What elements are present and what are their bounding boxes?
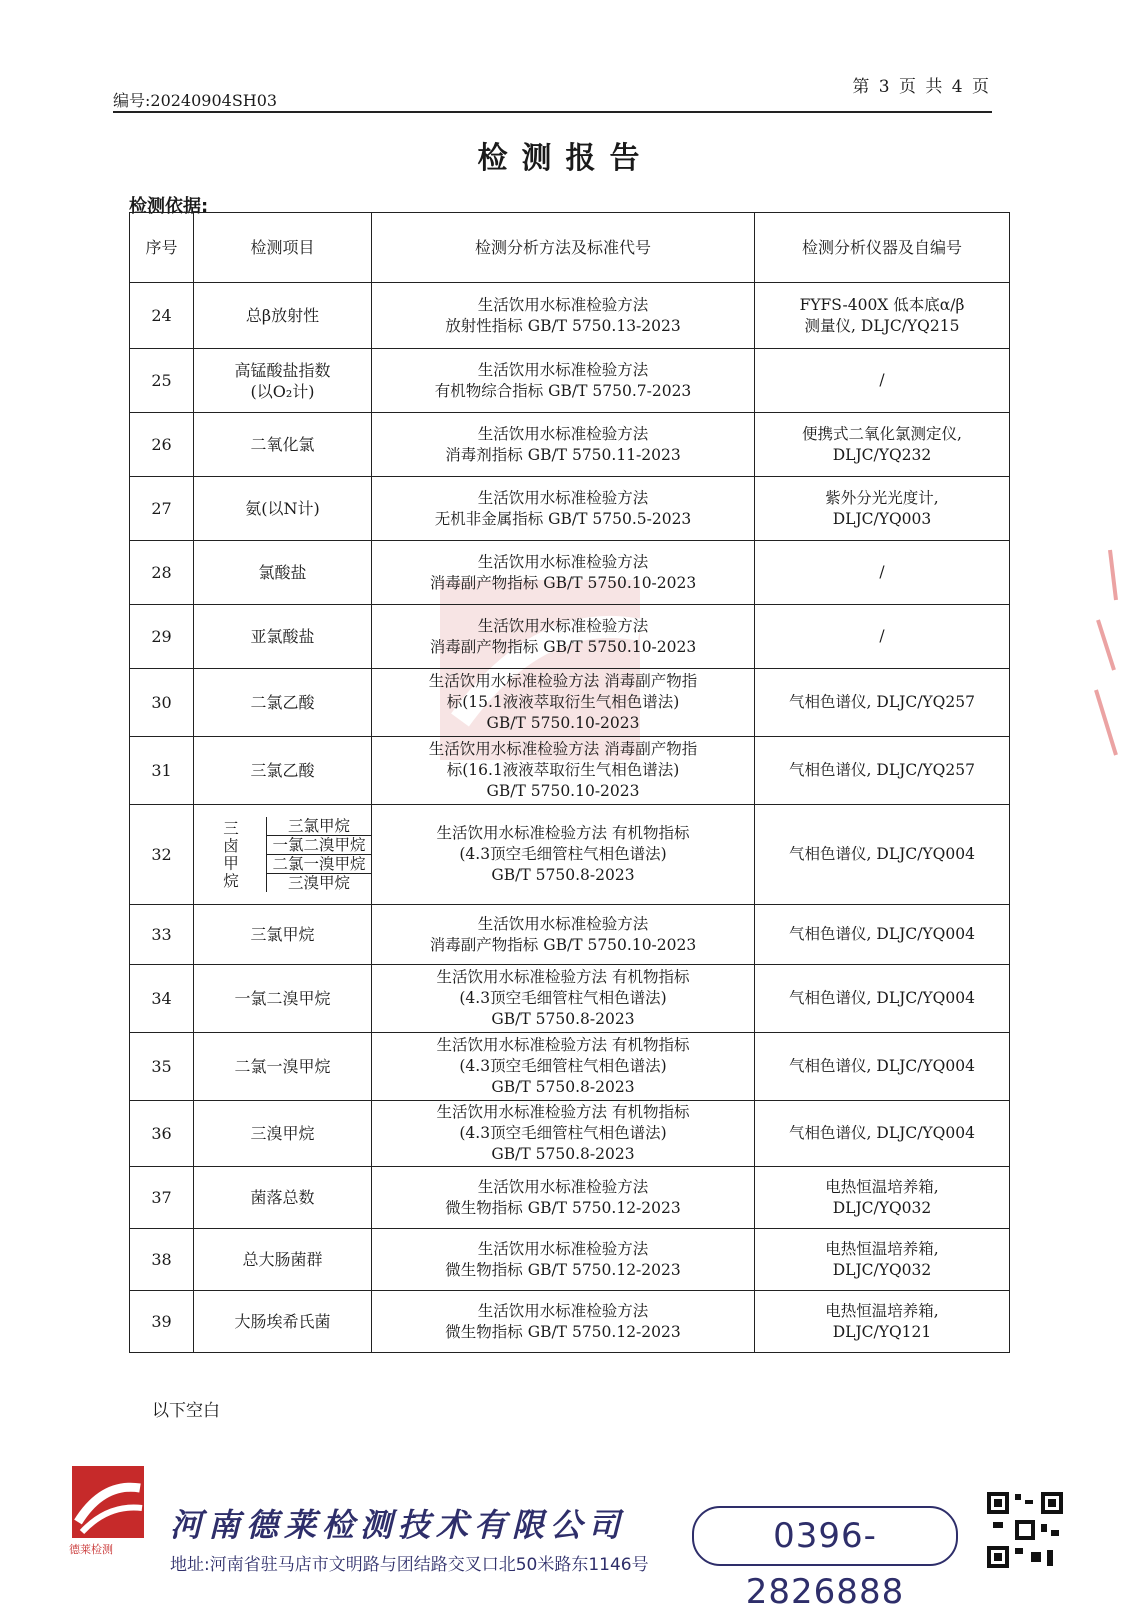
cell-line: 生活饮用水标准检验方法 有机物指标: [436, 1036, 690, 1054]
cell-method: [372, 965, 755, 1033]
item-name: 菌落总数: [250, 1188, 315, 1207]
cell-line: 气相色谱仪, DLJC/YQ004: [789, 1124, 975, 1142]
cell-line: (4.3顶空毛细管柱气相色谱法): [459, 845, 667, 863]
cell-method: [372, 737, 755, 805]
cell-no: 24: [130, 283, 194, 349]
cell-instrument: [755, 605, 1010, 669]
cell-line: 测量仪, DLJC/YQ215: [804, 316, 960, 335]
cell-item: [194, 965, 372, 1033]
cell-line: DLJC/YQ232: [832, 445, 932, 464]
qr-code-icon: [985, 1490, 1065, 1570]
cell-line: 生活饮用水标准检验方法 消毒副产物指: [428, 740, 698, 758]
group-name: 三卤甲烷: [221, 819, 239, 890]
cell-line: GB/T 5750.8-2023: [491, 1078, 635, 1096]
cell-item: [194, 477, 372, 541]
item-name: 三氯甲烷: [250, 925, 315, 944]
cell-line: 无机非金属指标 GB/T 5750.5-2023: [434, 509, 692, 528]
cell-line: 气相色谱仪, DLJC/YQ004: [789, 925, 975, 943]
cell-line: 消毒副产物指标 GB/T 5750.10-2023: [429, 637, 697, 656]
cell-line: DLJC/YQ032: [832, 1198, 932, 1217]
cell-line: 生活饮用水标准检验方法: [477, 1301, 649, 1320]
cell-line: 微生物指标 GB/T 5750.12-2023: [445, 1260, 681, 1279]
cell-line: 标(15.1液液萃取衍生气相色谱法): [446, 693, 680, 711]
basis-label: 检测依据:: [129, 196, 209, 217]
sub-item: 三氯甲烷: [267, 817, 372, 836]
cell-method: [372, 477, 755, 541]
cell-line: 有机物综合指标 GB/T 5750.7-2023: [434, 381, 692, 400]
cell-instrument: [755, 283, 1010, 349]
item-name: 三氯乙酸: [250, 761, 315, 780]
cell-line: 放射性指标 GB/T 5750.13-2023: [445, 316, 681, 335]
cell-item: [194, 283, 372, 349]
cell-line: /: [879, 563, 885, 581]
group-label: [194, 817, 267, 892]
cell-line: GB/T 5750.10-2023: [486, 714, 640, 732]
cell-instrument: [755, 669, 1010, 737]
cell-method: [372, 605, 755, 669]
cell-instrument: [755, 413, 1010, 477]
cell-line: (4.3顶空毛细管柱气相色谱法): [459, 989, 667, 1007]
item-name: 二氯乙酸: [250, 693, 315, 712]
basis-table: [129, 212, 1010, 1353]
cell-line: 生活饮用水标准检验方法: [477, 295, 649, 314]
company-name: 河南德莱检测技术有限公司: [170, 1506, 627, 1544]
cell-line: 电热恒温培养箱,: [825, 1177, 939, 1196]
sub-item: 一氯二溴甲烷: [267, 836, 372, 855]
item-name: 大肠埃希氏菌: [234, 1312, 331, 1331]
cell-item: [194, 805, 372, 905]
item-name: 二氯一溴甲烷: [234, 1057, 331, 1076]
cell-no: 26: [130, 413, 194, 477]
cell-item: [194, 1229, 372, 1291]
cell-no: 32: [130, 805, 194, 905]
company-address: 地址:河南省驻马店市文明路与团结路交叉口北50米路东1146号: [170, 1555, 649, 1575]
table-row: [130, 905, 1010, 965]
cell-item: [194, 669, 372, 737]
table-row: [130, 1291, 1010, 1353]
cell-line: DLJC/YQ032: [832, 1260, 932, 1279]
table-row: [130, 477, 1010, 541]
item-name-note: (以O₂计): [250, 381, 315, 401]
cell-instrument: [755, 1229, 1010, 1291]
cell-line: 生活饮用水标准检验方法: [477, 1177, 649, 1196]
cell-line: 气相色谱仪, DLJC/YQ004: [789, 1057, 975, 1075]
cell-line: 生活饮用水标准检验方法 有机物指标: [436, 824, 690, 842]
trihalomethane-subtable: [194, 817, 371, 892]
cell-line: FYFS-400X 低本底α/β: [799, 295, 965, 314]
cell-item: [194, 905, 372, 965]
cell-no: 36: [130, 1101, 194, 1167]
company-phone: 0396-2826888: [692, 1506, 958, 1566]
cell-method: [372, 413, 755, 477]
sub-item: 二氯一溴甲烷: [267, 855, 372, 874]
cell-no: 37: [130, 1167, 194, 1229]
cell-line: 生活饮用水标准检验方法 消毒副产物指: [428, 672, 698, 690]
cell-line: 生活饮用水标准检验方法: [477, 488, 649, 507]
table-row: [130, 1033, 1010, 1101]
cell-line: 电热恒温培养箱,: [825, 1239, 939, 1258]
cell-item: [194, 1291, 372, 1353]
cell-line: /: [879, 627, 885, 645]
table-row: [130, 805, 1010, 905]
cell-line: GB/T 5750.8-2023: [491, 866, 635, 884]
cell-method: [372, 541, 755, 605]
cell-line: 生活饮用水标准检验方法 有机物指标: [436, 1103, 690, 1121]
item-name: 一氯二溴甲烷: [234, 989, 331, 1008]
header-divider: [113, 111, 992, 113]
header-method: 检测分析方法及标准代号: [372, 213, 755, 283]
table-row: [130, 669, 1010, 737]
cell-item: [194, 605, 372, 669]
cell-item: [194, 1033, 372, 1101]
cell-instrument: [755, 541, 1010, 605]
cell-line: 气相色谱仪, DLJC/YQ004: [789, 845, 975, 863]
cell-instrument: [755, 737, 1010, 805]
header-instrument: 检测分析仪器及自编号: [755, 213, 1010, 283]
cell-method: [372, 1229, 755, 1291]
cell-no: 34: [130, 965, 194, 1033]
item-name: 二氧化氯: [250, 435, 315, 454]
table-row: [130, 283, 1010, 349]
item-name: 氯酸盐: [258, 563, 307, 582]
cell-line: 生活饮用水标准检验方法: [477, 1239, 649, 1258]
cell-instrument: [755, 1291, 1010, 1353]
cell-line: 生活饮用水标准检验方法: [477, 552, 649, 571]
cell-method: [372, 1101, 755, 1167]
cell-no: 33: [130, 905, 194, 965]
cell-line: 紫外分光光度计,: [825, 488, 939, 507]
cell-method: [372, 1033, 755, 1101]
cell-item: [194, 541, 372, 605]
sub-item: 三溴甲烷: [267, 874, 372, 893]
table-row: [130, 1101, 1010, 1167]
cell-method: [372, 905, 755, 965]
table-row: [130, 737, 1010, 805]
cell-line: 便携式二氧化氯测定仪,: [802, 424, 962, 443]
cell-line: (4.3顶空毛细管柱气相色谱法): [459, 1124, 667, 1142]
cell-instrument: [755, 477, 1010, 541]
cell-line: GB/T 5750.8-2023: [491, 1010, 635, 1028]
cell-line: 微生物指标 GB/T 5750.12-2023: [445, 1198, 681, 1217]
table-row: [130, 605, 1010, 669]
cell-no: 38: [130, 1229, 194, 1291]
item-name: 氨(以N计): [245, 499, 320, 518]
table-row: [130, 1229, 1010, 1291]
cell-instrument: [755, 1101, 1010, 1167]
cell-line: 电热恒温培养箱,: [825, 1301, 939, 1320]
cell-line: 消毒副产物指标 GB/T 5750.10-2023: [429, 935, 697, 954]
cell-no: 30: [130, 669, 194, 737]
cell-item: [194, 1167, 372, 1229]
blank-note: 以下空白: [152, 1401, 220, 1421]
cell-item: [194, 349, 372, 413]
cell-method: [372, 1291, 755, 1353]
cell-instrument: [755, 965, 1010, 1033]
table-row: [130, 349, 1010, 413]
cell-line: /: [879, 371, 885, 389]
cell-item: [194, 1101, 372, 1167]
cell-line: 消毒副产物指标 GB/T 5750.10-2023: [429, 573, 697, 592]
cell-line: 生活饮用水标准检验方法 有机物指标: [436, 968, 690, 986]
cell-method: [372, 349, 755, 413]
table-row: [130, 541, 1010, 605]
item-name: 总大肠菌群: [242, 1250, 323, 1269]
company-logo-icon: [68, 1462, 148, 1548]
cell-no: 28: [130, 541, 194, 605]
cell-item: [194, 737, 372, 805]
cell-line: 生活饮用水标准检验方法: [477, 360, 649, 379]
cell-no: 31: [130, 737, 194, 805]
item-name: 亚氯酸盐: [250, 627, 315, 646]
cell-line: GB/T 5750.8-2023: [491, 1145, 635, 1163]
cell-no: 25: [130, 349, 194, 413]
cell-method: [372, 805, 755, 905]
seal-stamp-icon: [1088, 540, 1118, 760]
cell-line: 气相色谱仪, DLJC/YQ004: [789, 989, 975, 1007]
cell-line: 消毒剂指标 GB/T 5750.11-2023: [445, 445, 681, 464]
cell-line: DLJC/YQ003: [832, 509, 932, 528]
report-number: 编号:20240904SH03: [113, 91, 278, 110]
cell-line: 生活饮用水标准检验方法: [477, 914, 649, 933]
cell-line: 气相色谱仪, DLJC/YQ257: [789, 761, 975, 779]
cell-method: [372, 669, 755, 737]
header-item: 检测项目: [194, 213, 372, 283]
cell-instrument: [755, 1167, 1010, 1229]
cell-line: (4.3顶空毛细管柱气相色谱法): [459, 1057, 667, 1075]
cell-instrument: [755, 349, 1010, 413]
cell-instrument: [755, 905, 1010, 965]
table-header-row: [130, 213, 1010, 283]
cell-line: GB/T 5750.10-2023: [486, 782, 640, 800]
cell-line: 标(16.1液液萃取衍生气相色谱法): [446, 761, 680, 779]
cell-no: 35: [130, 1033, 194, 1101]
cell-line: 气相色谱仪, DLJC/YQ257: [789, 693, 975, 711]
cell-line: 生活饮用水标准检验方法: [477, 424, 649, 443]
table-row: [130, 965, 1010, 1033]
cell-no: 39: [130, 1291, 194, 1353]
cell-method: [372, 1167, 755, 1229]
item-name: 总β放射性: [245, 306, 320, 325]
cell-item: [194, 413, 372, 477]
table-row: [130, 413, 1010, 477]
cell-no: 29: [130, 605, 194, 669]
cell-line: DLJC/YQ121: [832, 1322, 932, 1341]
cell-instrument: [755, 1033, 1010, 1101]
cell-instrument: [755, 805, 1010, 905]
item-name: 三溴甲烷: [250, 1124, 315, 1143]
header-no: 序号: [130, 213, 194, 283]
cell-line: 微生物指标 GB/T 5750.12-2023: [445, 1322, 681, 1341]
page-title: 检测报告: [477, 141, 654, 176]
item-name: 高锰酸盐指数: [234, 360, 331, 380]
logo-caption: 德莱检测: [69, 1543, 113, 1556]
cell-line: 生活饮用水标准检验方法: [477, 616, 649, 635]
cell-method: [372, 283, 755, 349]
table-row: [130, 1167, 1010, 1229]
page-indicator: 第 3 页 共 4 页: [852, 77, 991, 97]
cell-no: 27: [130, 477, 194, 541]
